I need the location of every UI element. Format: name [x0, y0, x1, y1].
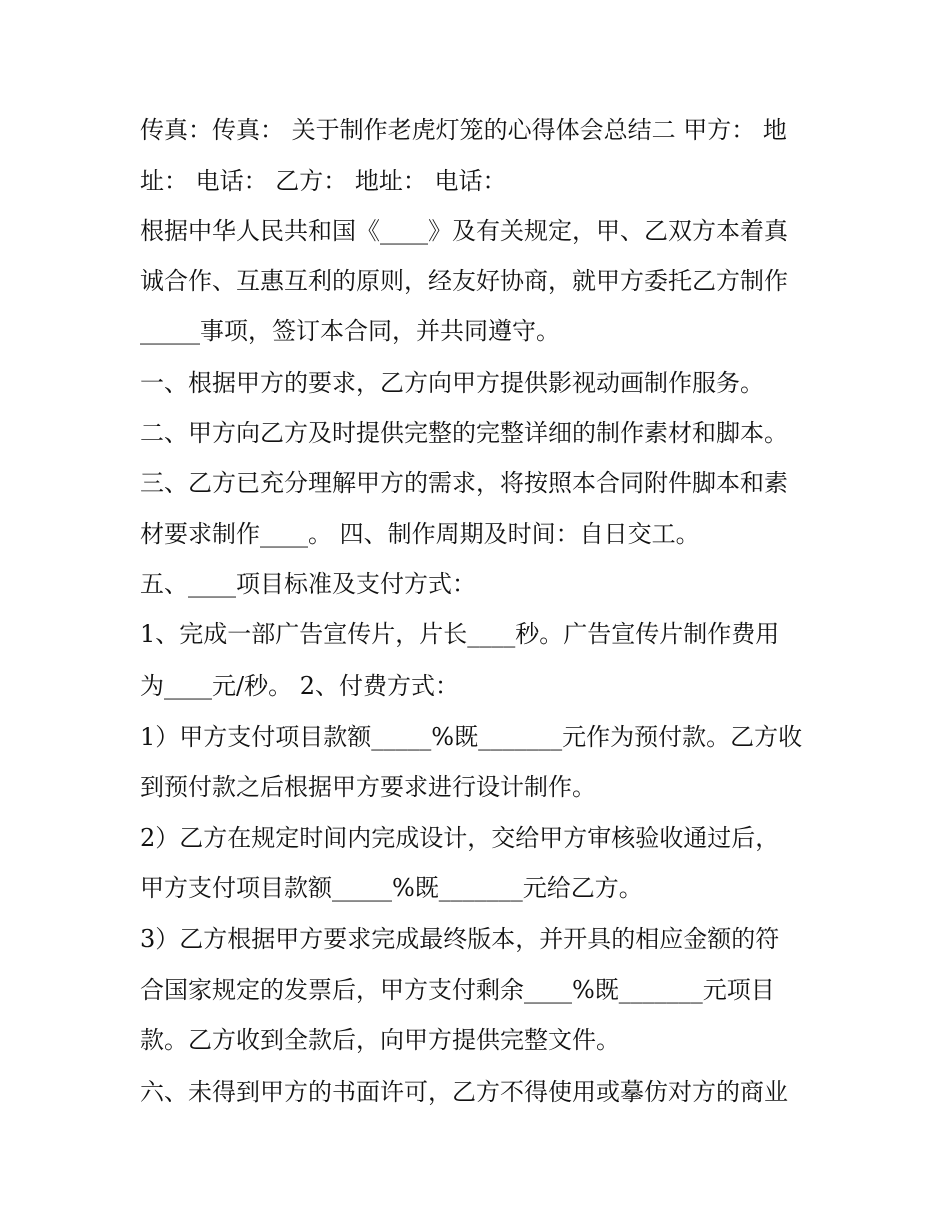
text-line: 2）乙方在规定时间内完成设计，交给甲方审核验收通过后，	[140, 824, 780, 852]
text-line: 二、甲方向乙方及时提供完整的完整详细的制作素材和脚本。	[140, 419, 788, 447]
text-line: _____事项，签订本合同，并共同遵守。	[140, 317, 560, 345]
text-line: 3）乙方根据甲方要求完成最终版本，并开具的相应金额的符	[140, 925, 780, 953]
text-line: 五、____项目标准及支付方式：	[140, 570, 476, 598]
text-line: 诚合作、互惠互利的原则，经友好协商，就甲方委托乙方制作	[140, 267, 788, 295]
text-line: 材要求制作____。 四、制作周期及时间：自日交工。	[140, 520, 700, 548]
text-line: 甲方支付项目款额_____%既_______元给乙方。	[140, 874, 643, 902]
text-line: 六、未得到甲方的书面许可，乙方不得使用或摹仿对方的商业	[140, 1078, 788, 1106]
text-line: 合国家规定的发票后，甲方支付剩余____%既_______元项目	[140, 976, 775, 1004]
text-line: 1）甲方支付项目款额_____%既_______元作为预付款。乙方收	[140, 723, 803, 751]
text-line: 三、乙方已充分理解甲方的需求，将按照本合同附件脚本和素	[140, 469, 788, 497]
text-line: 为____元/秒。 2、付费方式：	[140, 672, 459, 700]
text-line: 传真：传真： 关于制作老虎灯笼的心得体会总结二 甲方： 地	[140, 116, 787, 144]
text-line: 一、根据甲方的要求，乙方向甲方提供影视动画制作服务。	[140, 369, 764, 397]
text-line: 根据中华人民共和国《____》及有关规定，甲、乙双方本着真	[140, 217, 788, 245]
text-line: 到预付款之后根据甲方要求进行设计制作。	[140, 773, 596, 801]
text-line: 1、完成一部广告宣传片，片长____秒。广告宣传片制作费用	[140, 620, 780, 648]
text-line: 款。乙方收到全款后，向甲方提供完整文件。	[140, 1026, 620, 1054]
text-line: 址： 电话： 乙方： 地址： 电话：	[140, 167, 507, 195]
